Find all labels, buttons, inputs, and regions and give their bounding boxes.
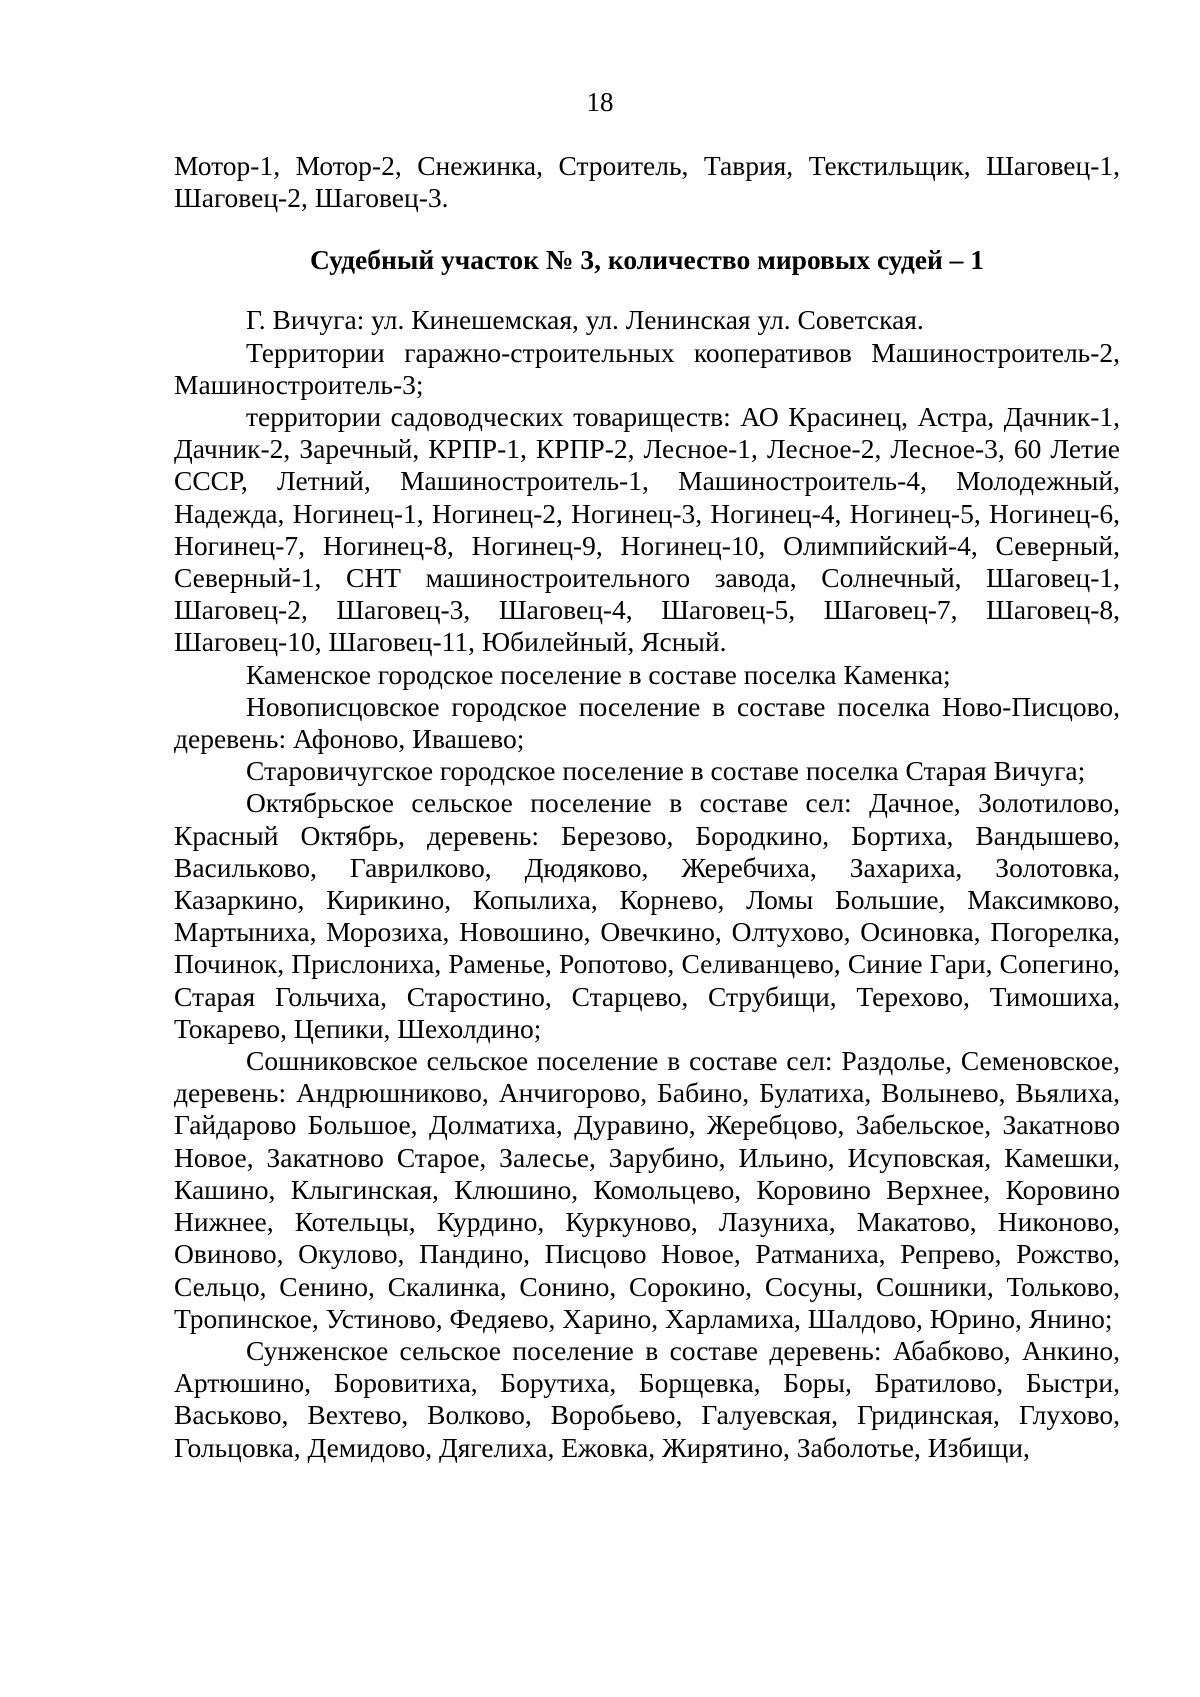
page-number: 18 (586, 87, 614, 117)
paragraph-oktyabrskoe: Октябрьское сельское поселение в составе сел: Дачное, Золотилово, Красный Октябрь, деревень: Березово, Бородкино, Бортиха, Вандышево, Васильково, Гаврилково, Дюдяково, Жеребчиха, Захариха, Золотовка, Казаркино, Кирикино, Копылиха, Корнево, Ломы Большие, Максимково, Мартыниха, Морозиха, Новошино, Овечкино, Олтухово, Осиновка, Погорелка, Починок, Прислониха, Раменье, Ропотово, Селиванцево, Синие Гари, Сопегино, Старая Гольчиха, Старостино, Старцево, Струбищи, Терехово, Тимошиха, Токарево, Цепики, Шехолдино; (174, 787, 1120, 1044)
paragraph-novopistsovskoe: Новописцовское городское поселение в составе поселка Ново-Писцово, деревень: Афоново, Ивашево; (174, 690, 1120, 755)
paragraph-continuation: Мотор-1, Мотор-2, Снежинка, Строитель, Таврия, Текстильщик, Шаговец-1, Шаговец-2, Шаговец-3. (174, 150, 1120, 214)
document-body (174, 150, 1120, 1464)
paragraph-kamenskoe: Каменское городское поселение в составе поселка Каменка; (246, 658, 951, 690)
paragraph-sunzhenskoe: Сунженское сельское поселение в составе деревень: Абабково, Анкино, Артюшино, Боровитиха, Борутиха, Борщевка, Боры, Братилово, Быстри, Васьково, Вехтево, Волково, Воробьево, Галуевская, Гридинская, Глухово, Гольцовка, Демидово, Дягелиха, Ежовка, Жирятино, Заболотье, Избищи, (174, 1334, 1120, 1463)
paragraph-garage-cooperatives: Территории гаражно-строительных кооперативов Машиностроитель-2, Машиностроитель-3; (174, 336, 1120, 400)
section-heading: Судебный участок № 3, количество мировых судей – 1 (309, 244, 985, 276)
paragraph-soshnikovskoe: Сошниковское сельское поселение в составе сел: Раздолье, Семеновское, деревень: Андрюшниково, Анчигорово, Бабино, Булатиха, Волынево, Вьялиха, Гайдарово Большое, Долматиха, Дуравино, Жеребцово, Забельское, Закатново Новое, Закатново Старое, Залесье, Зарубино, Ильино, Исуповская, Камешки, Кашино, Клыгинская, Клюшино, Комольцево, Коровино Верхнее, Коровино Нижнее, Котельцы, Курдино, Куркуново, Лазуниха, Макатово, Никоново, Овиново, Окулово, Пандино, Писцово Новое, Ратманиха, Репрево, Рожство, Сельцо, Сенино, Скалинка, Сонино, Сорокино, Сосуны, Сошники, Тольково, Тропинское, Устиново, Федяево, Харино, Харламиха, Шалдово, Юрино, Янино; (174, 1045, 1120, 1334)
paragraph-garden-partnerships: территории садоводческих товариществ: АО Красинец, Астра, Дачник-1, Дачник-2, Заречный, КРПР-1, КРПР-2, Лесное-1, Лесное-2, Лесное-3, 60 Летие СССР, Летний, Машиностроитель-1, Машиностроитель-4, Молодежный, Надежда, Ногинец-1, Ногинец-2, Ногинец-3, Ногинец-4, Ногинец-5, Ногинец-6, Ногинец-7, Ногинец-8, Ногинец-9, Ногинец-10, Олимпийский-4, Северный, Северный-1, СНТ машиностроительного завода, Солнечный, Шаговец-1, Шаговец-2, Шаговец-3, Шаговец-4, Шаговец-5, Шаговец-7, Шаговец-8, Шаговец-10, Шаговец-11, Юбилейный, Ясный. (174, 401, 1120, 658)
paragraph-city-streets: Г. Вичуга: ул. Кинешемская, ул. Ленинская ул. Советская. (246, 304, 924, 336)
paragraph-starovichugskoe: Старовичугское городское поселение в составе поселка Старая Вичуга; (246, 755, 1086, 787)
